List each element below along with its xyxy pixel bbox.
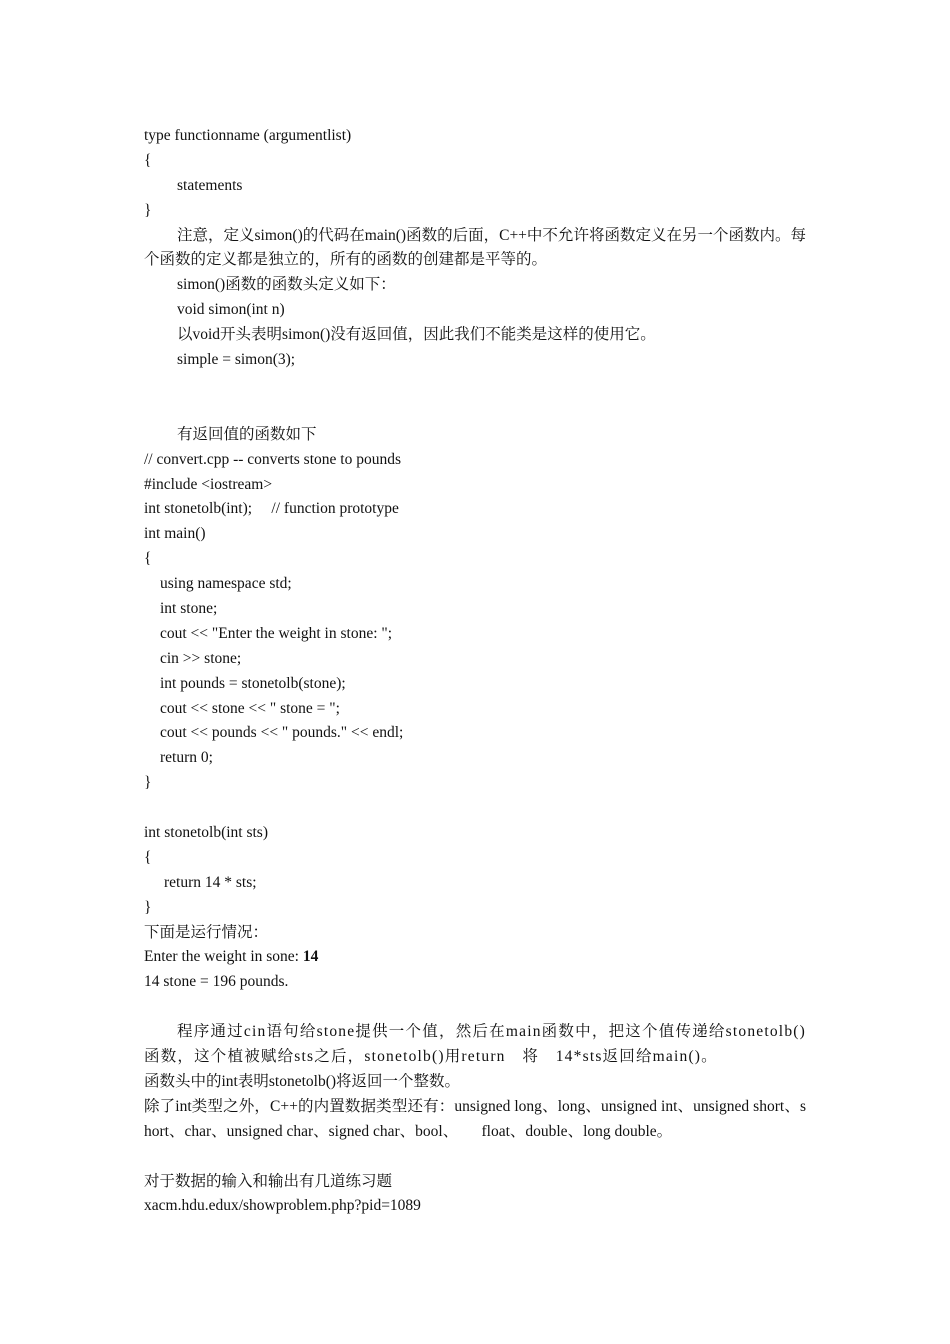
syntax-line: } [144,201,152,219]
explain-line: 函数头中的int表明stonetolb()将返回一个整数。 [144,1072,461,1090]
code-line: return 0; [160,749,213,767]
code-line: cout << stone << " stone = "; [160,699,340,717]
explain-paragraph: 除了int类型之外，C++的内置数据类型还有：unsigned long、long、unsigned int、unsigned short、short、char、unsigned char、signed char、bool、 float、double、long double。 [144,1097,806,1140]
exercise-title: 对于数据的输入和输出有几道练习题 [144,1172,393,1190]
syntax-line: type functionname (argumentlist) [144,127,352,144]
code-line: { [144,550,152,568]
run-output: 14 stone = 196 pounds. [144,973,289,991]
document-page [144,124,806,1219]
spacer [144,1145,806,1170]
code-line: cin >> stone; [160,649,242,667]
run-prompt-line [144,945,806,970]
code-line: using namespace std; [160,575,292,593]
spacer [144,796,806,821]
note-line: simple = simon(3); [177,351,296,369]
code-line: } [144,774,152,792]
section-title: 有返回值的函数如下 [177,425,317,443]
exercise-link[interactable]: xacm.hdu.edux/showproblem.php?pid=1089 [144,1197,421,1215]
note-line: void simon(int n) [177,301,285,319]
code-line: int stone; [160,599,218,617]
spacer [144,995,806,1020]
syntax-line: { [144,151,152,169]
note-paragraph [144,224,806,274]
code-line: { [144,848,152,866]
code-line: int stonetolb(int); // function prototype [144,500,399,518]
run-title: 下面是运行情况： [144,923,269,941]
code-line: int stonetolb(int sts) [144,823,268,841]
note-line: 以void开头表明simon()没有返回值，因此我们不能类是这样的使用它。 [177,326,656,344]
code-line: #include <iostream> [144,475,273,493]
note-text: 注意，定义simon()的代码在main()函数的后面，C++中不允许将函数定义在另一个函数内。每个函数的定义都是独立的，所有的函数的创建都是平等的。 [144,226,806,269]
spacer [144,373,806,423]
code-line: cout << pounds << " pounds." << endl; [160,724,404,742]
note-line: simon()函数的函数头定义如下： [177,276,396,294]
code-line: cout << "Enter the weight in stone: "; [160,624,393,642]
syntax-line: statements [177,176,243,194]
run-input: 14 [302,948,319,966]
code-line: int main() [144,525,206,543]
code-line: return 14 * sts; [164,873,257,891]
code-line: } [144,898,152,916]
code-line: int pounds = stonetolb(stone); [160,674,346,692]
run-prompt: Enter the weight in sone: [144,948,303,966]
code-line: // convert.cpp -- converts stone to pounds [144,450,401,468]
explain-paragraph: 程序通过cin语句给stone提供一个值，然后在main函数中，把这个值传递给stonetolb()函数，这个植被赋给sts之后，stonetolb()用return 将 14*sts返回给main()。 [144,1023,806,1066]
